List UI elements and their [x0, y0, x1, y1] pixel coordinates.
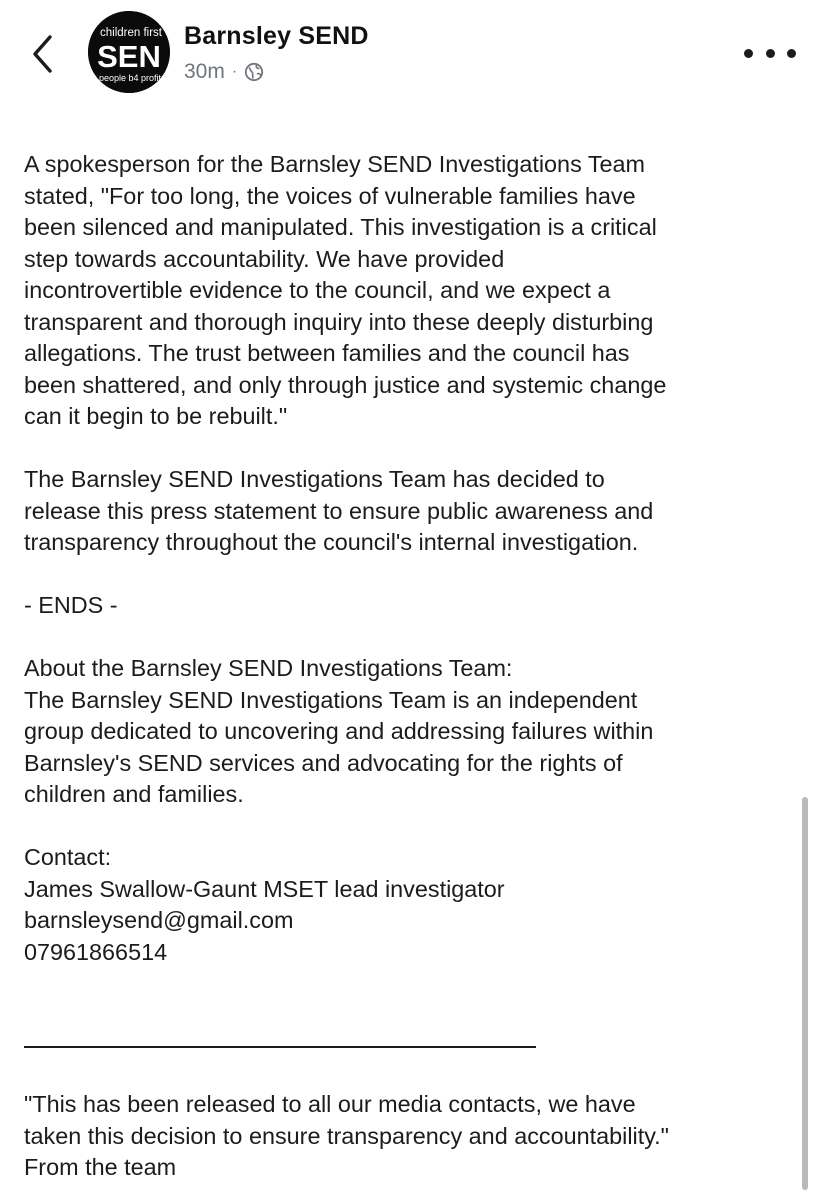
text-line: About the Barnsley SEND Investigations Team:: [24, 655, 513, 681]
text-line: From the team: [24, 1154, 177, 1180]
text-line: incontrovertible evidence to the council, and we expect a: [24, 277, 611, 303]
avatar-top-text: children first: [100, 27, 162, 39]
post-time[interactable]: 30m: [184, 60, 225, 83]
text-line: group dedicated to uncovering and addressing failures within: [24, 718, 654, 744]
page-logo: [88, 11, 170, 93]
more-options-button[interactable]: [744, 38, 796, 68]
paragraph-ends: [24, 590, 799, 622]
text-line: been shattered, and only through justice and systemic change: [24, 371, 667, 398]
text-line: Contact:: [24, 844, 112, 870]
text-line: allegations. The trust between families and the council has: [24, 340, 630, 366]
avatar-bottom-text: people b4 profit: [98, 73, 162, 83]
text-line: taken this decision to ensure transparency and accountability.": [24, 1122, 669, 1149]
chevron-left-icon: [31, 34, 53, 74]
page-name[interactable]: Barnsley SEND: [184, 22, 369, 50]
text-line: Barnsley's SEND services and advocating for the rights of: [24, 749, 623, 776]
post-meta: [184, 60, 264, 84]
paragraph-statement: [24, 149, 799, 433]
text-line: can it begin to be rebuilt.": [24, 403, 288, 429]
text-line: The Barnsley SEND Investigations Team has decided to: [24, 466, 605, 492]
meta-separator: ·: [231, 63, 238, 80]
paragraph-about: [24, 653, 799, 811]
text-line: stated, "For too long, the voices of vulnerable families have: [24, 182, 636, 209]
contact-phone[interactable]: 07961866514: [24, 938, 168, 965]
more-dot-icon: [787, 49, 796, 58]
text-line: transparent and thorough inquiry into these deeply disturbing: [24, 308, 654, 335]
paragraph-release: [24, 464, 799, 559]
text-line: The Barnsley SEND Investigations Team is an independent: [24, 686, 638, 713]
text-line: step towards accountability. We have provided: [24, 245, 505, 272]
avatar[interactable]: [88, 11, 170, 93]
more-dot-icon: [744, 49, 753, 58]
paragraph-contact: [24, 842, 799, 968]
scrollbar[interactable]: [802, 797, 808, 1190]
divider: [24, 1046, 536, 1048]
more-dot-icon: [766, 49, 775, 58]
text-line: children and families.: [24, 781, 244, 807]
text-line: release this press statement to ensure public awareness and: [24, 497, 654, 524]
globe-icon[interactable]: [244, 62, 264, 82]
text-line: transparency throughout the council's internal investigation.: [24, 529, 639, 555]
text-line: been silenced and manipulated. This investigation is a critical: [24, 214, 657, 240]
text-line: "This has been released to all our media contacts, we have: [24, 1091, 636, 1117]
post-body: [24, 149, 799, 968]
avatar-main-text: SEN: [97, 39, 161, 74]
back-button[interactable]: [22, 30, 62, 78]
closing-quote: [24, 1089, 799, 1184]
contact-name: James Swallow-Gaunt MSET lead investigator: [24, 875, 505, 902]
contact-email[interactable]: barnsleysend@gmail.com: [24, 907, 294, 933]
text-line: A spokesperson for the Barnsley SEND Investigations Team: [24, 151, 646, 177]
text-line: - ENDS -: [24, 592, 118, 618]
post-header: [0, 0, 814, 110]
